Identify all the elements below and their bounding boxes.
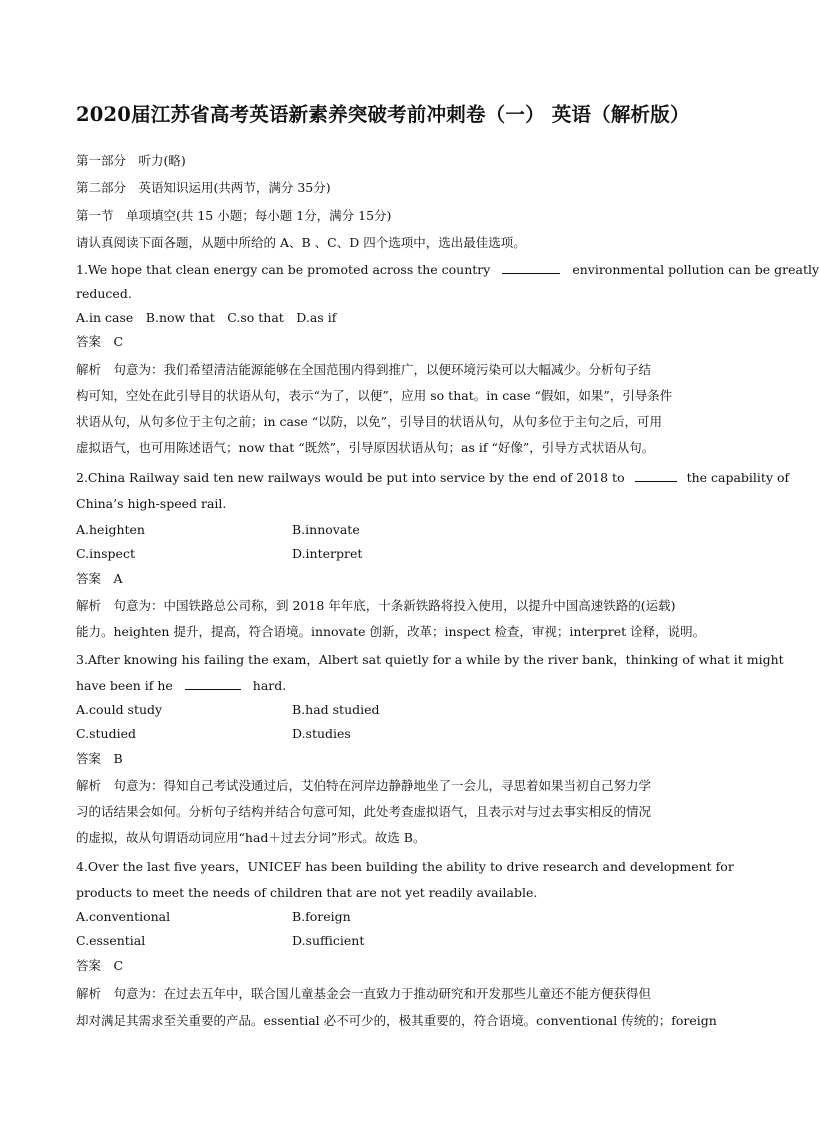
q3-explanation-3: 的虚拟，故从句谓语动词应用“had＋过去分词”形式。故选 B。 [76, 830, 426, 845]
q4-answer: 答案 C [76, 958, 124, 973]
q1-stem-b: environmental pollution can be greatly [572, 262, 819, 277]
q2-explanation-1: 解析 句意为：中国铁路总公司称，到 2018 年年底，十条新铁路将投入使用，以提升中国高速铁路的(运载) [76, 598, 676, 613]
q3-option-a: A.could study [76, 702, 163, 717]
q2-stem-b: the capability of [686, 470, 790, 485]
q4-option-d: D.sufficient [292, 933, 365, 948]
q1-explanation-1: 解析 句意为：我们希望清洁能源能够在全国范围内得到推广，以便环境污染可以大幅减少。分析句子结 [76, 362, 652, 377]
q1-stem-a: 1.We hope that clean energy can be promoted across the country [76, 262, 491, 277]
q4-option-a: A.conventional [76, 909, 171, 924]
q2-stem-a: 2.China Railway said ten new railways would be put into service by the end of 2018 to [76, 470, 625, 485]
q3-stem-cont [76, 677, 726, 695]
q1-options: A.in case B.now that C.so that D.as if [76, 310, 337, 325]
q1-explanation-2: 构可知，空处在此引导目的状语从句，表示“为了，以便”，应用 so that。in case “假如，如果”，引导条件 [76, 388, 673, 403]
q4-explanation-1: 解析 句意为：在过去五年中，联合国儿童基金会一直致力于推动研究和开发那些儿童还不能方便获得但 [76, 986, 652, 1001]
q1-explanation-3: 状语从句，从句多位于主句之前；in case “以防，以免”，引导目的状语从句，从句多位于主句之后，可用 [76, 414, 663, 429]
q3-stem-c: hard. [252, 678, 287, 693]
page-title: 2020届江苏省高考英语新素养突破考前冲刺卷（一） 英语（解析版） [76, 103, 690, 126]
q2-option-d: D.interpret [292, 546, 363, 561]
q3-blank [185, 677, 241, 690]
q2-stem [76, 469, 790, 487]
q2-stem-cont: China’s high-speed rail. [76, 496, 227, 511]
q1-stem-cont: reduced. [76, 286, 132, 301]
q4-stem: 4.Over the last five years，UNICEF has been building the ability to drive research and development for [76, 859, 734, 874]
q3-stem-b: have been if he [76, 678, 173, 693]
q2-option-a: A.heighten [76, 522, 145, 537]
q4-option-b: B.foreign [292, 909, 351, 924]
q1-explanation-4: 虚拟语气，也可用陈述语气；now that “既然”，引导原因状语从句；as if “好像”，引导方式状语从句。 [76, 440, 655, 455]
q2-option-b: B.innovate [292, 522, 360, 537]
section-part1: 第一部分 听力(略) [76, 153, 186, 168]
q1-answer: 答案 C [76, 334, 124, 349]
q3-answer: 答案 B [76, 751, 123, 766]
q4-stem-cont: products to meet the needs of children that are not yet readily available. [76, 885, 538, 900]
q2-explanation-2: 能力。heighten 提升，提高，符合语境。innovate 创新，改革；inspect 检查，审视；interpret 诠释，说明。 [76, 624, 706, 639]
q3-option-d: D.studies [292, 726, 351, 741]
q1-blank [502, 261, 560, 274]
q2-option-c: C.inspect [76, 546, 135, 561]
q3-explanation-2: 习的话结果会如何。分析句子结构并结合句意可知，此处考查虚拟语气，且表示对与过去事实相反的情况 [76, 804, 652, 819]
q2-answer: 答案 A [76, 571, 123, 586]
section-part2: 第二部分 英语知识运用(共两节，满分 35分) [76, 180, 331, 195]
q1-stem [76, 261, 819, 279]
section-sec1: 第一节 单项填空(共 15 小题；每小题 1分，满分 15分) [76, 208, 392, 223]
q2-blank [635, 469, 677, 482]
q4-explanation-2: 却对满足其需求至关重要的产品。essential 必不可少的，极其重要的，符合语境。conventional 传统的；foreign [76, 1013, 717, 1028]
q3-explanation-1: 解析 句意为：得知自己考试没通过后，艾伯特在河岸边静静地坐了一会儿，寻思着如果当初自己努力学 [76, 778, 652, 793]
q3-option-b: B.had studied [292, 702, 380, 717]
instruction: 请认真阅读下面各题，从题中所给的 A、B 、C、D 四个选项中，选出最佳选项。 [76, 235, 526, 250]
q4-option-c: C.essential [76, 933, 146, 948]
q3-option-c: C.studied [76, 726, 136, 741]
q3-stem: 3.After knowing his failing the exam，Albert sat quietly for a while by the river bank，thinking of what it might [76, 652, 784, 667]
